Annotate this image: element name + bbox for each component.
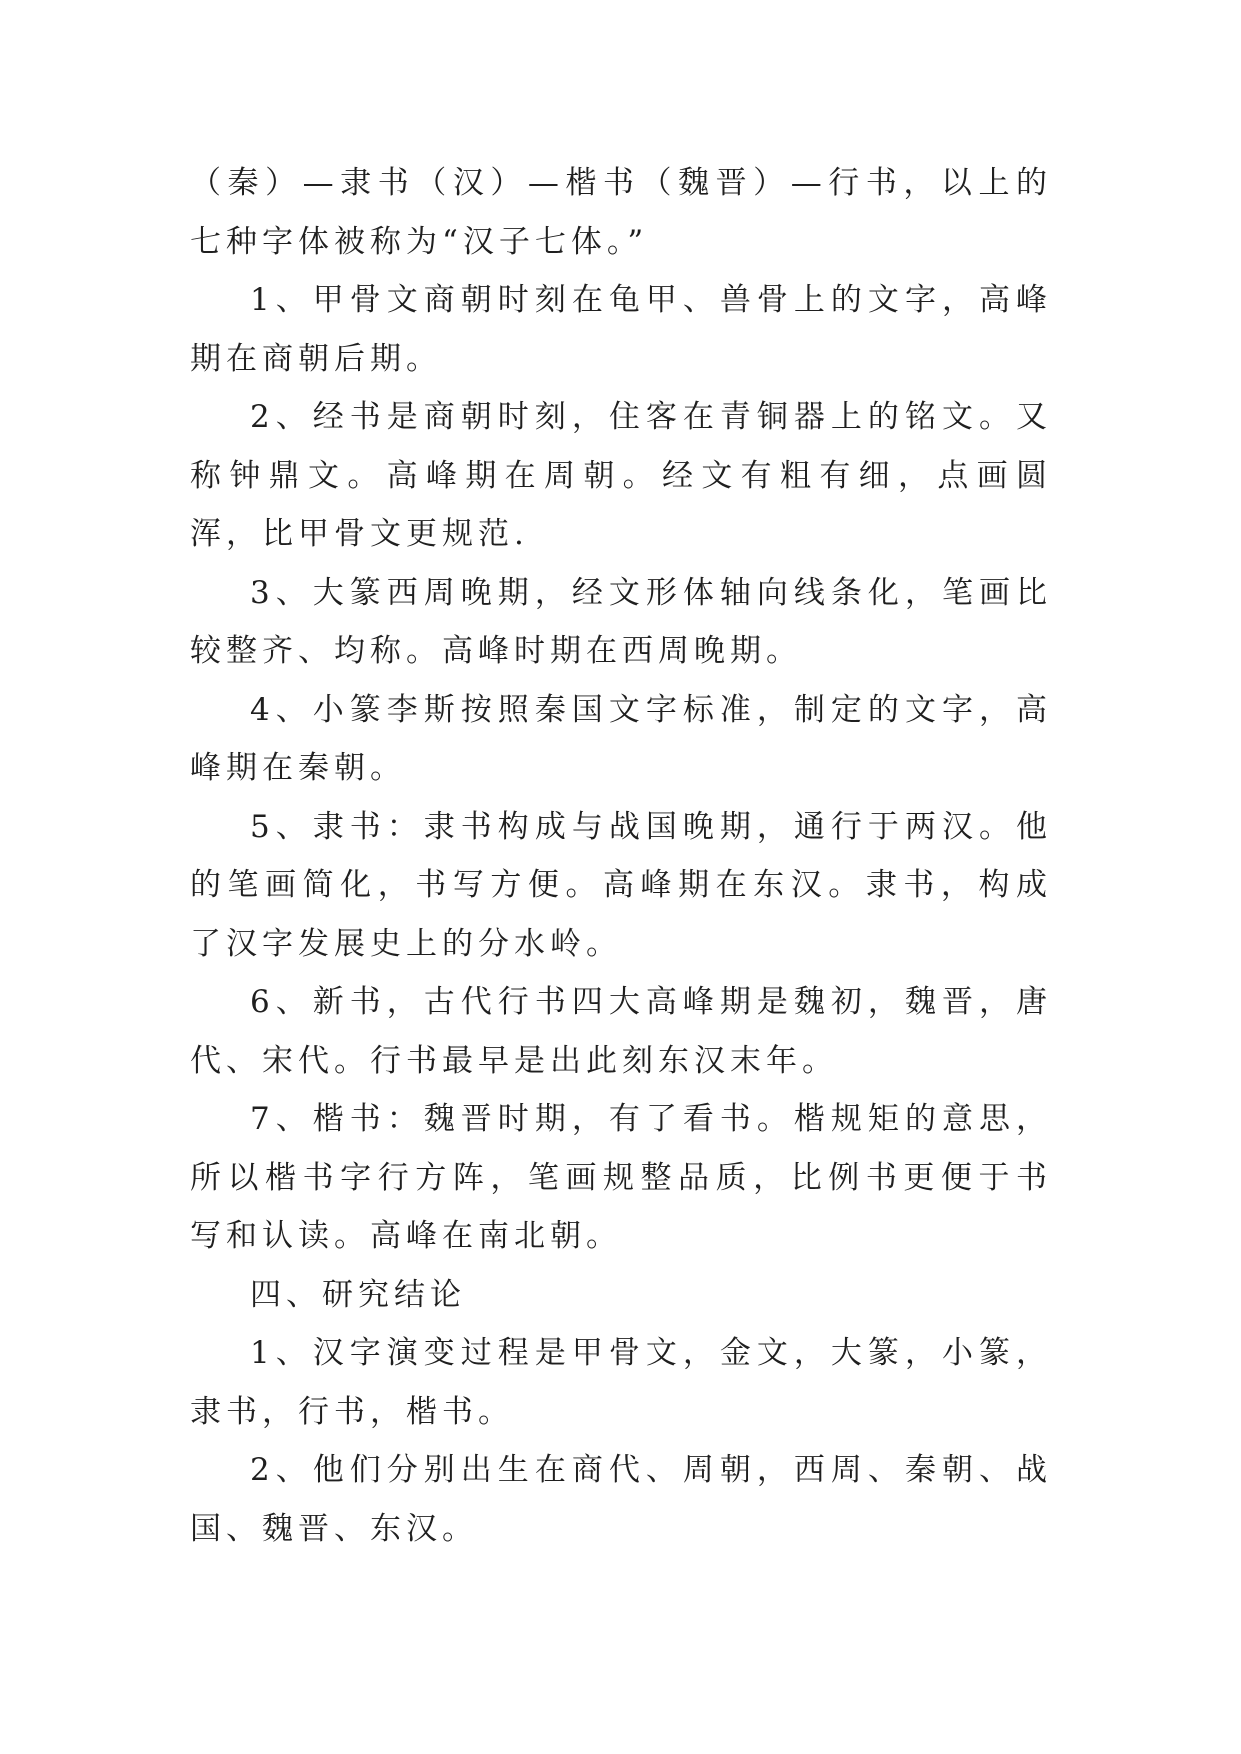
intro-continuation-paragraph: （秦）—隶书（汉）—楷书（魏晋）—行书，以上的七种字体被称为“汉子七体。”	[190, 165, 1052, 260]
paragraph-running-script: 6、新书，古代行书四大高峰期是魏初，魏晋，唐代、宋代。行书最早是出此刻东汉末年。	[190, 984, 1052, 1079]
paragraph-small-seal-script: 4、小篆李斯按照秦国文字标准，制定的文字，高峰期在秦朝。	[190, 691, 1052, 786]
paragraph-conclusion-2: 2、他们分别出生在商代、周朝，西周、秦朝、战国、魏晋、东汉。	[190, 1452, 1052, 1547]
paragraph-conclusion-1: 1、汉字演变过程是甲骨文，金文，大篆，小篆，隶书，行书，楷书。	[190, 1335, 1052, 1430]
document-body	[190, 154, 1052, 1558]
section-heading-conclusion: 四、研究结论	[250, 1276, 466, 1313]
paragraph-clerical-script: 5、隶书：隶书构成与战国晚期，通行于两汉。他的笔画简化，书写方便。高峰期在东汉。隶书，构成了汉字发展史上的分水岭。	[190, 808, 1052, 962]
paragraph-large-seal-script: 3、大篆西周晚期，经文形体轴向线条化，笔画比较整齐、均称。高峰时期在西周晚期。	[190, 574, 1052, 669]
paragraph-regular-script: 7、楷书：魏晋时期，有了看书。楷规矩的意思，所以楷书字行方阵，笔画规整品质，比例书更便于书写和认读。高峰在南北朝。	[190, 1101, 1052, 1254]
paragraph-bronze-inscription: 2、经书是商朝时刻，住客在青铜器上的铭文。又称钟鼎文。高峰期在周朝。经文有粗有细，点画圆浑，比甲骨文更规范.	[190, 399, 1052, 552]
paragraph-oracle-bone-script: 1、甲骨文商朝时刻在龟甲、兽骨上的文字，高峰期在商朝后期。	[190, 282, 1052, 377]
